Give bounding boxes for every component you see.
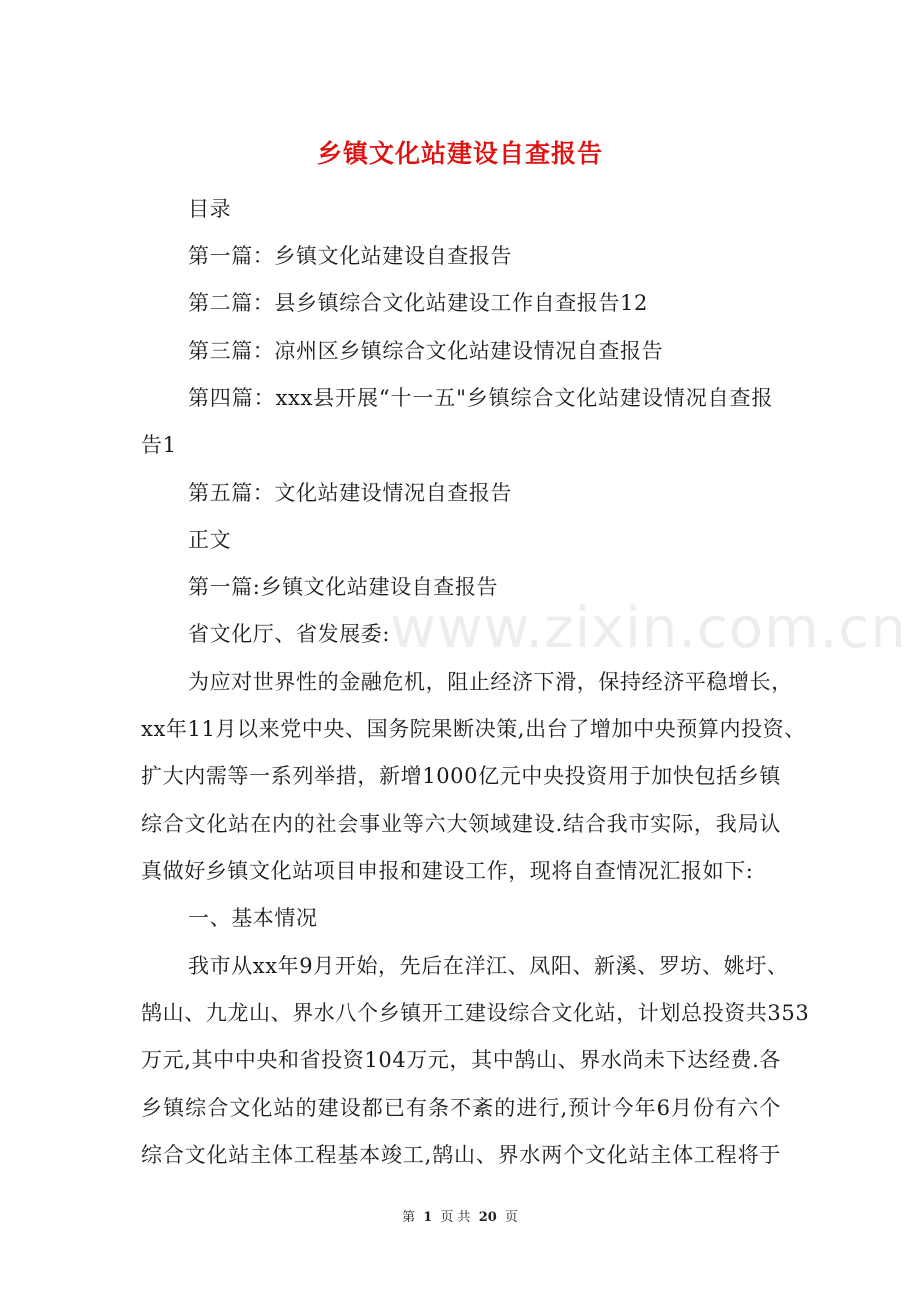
paragraph2-line-1: 我市从xx年9月开始，先后在洋江、凤阳、新溪、罗坊、姚圩、 xyxy=(188,954,789,978)
footer-total-pages: 20 xyxy=(478,1210,497,1225)
page-footer xyxy=(0,1206,920,1225)
toc-item-4: 第四篇：xxx县开展“十一五"乡镇综合文化站建设情况自查报 xyxy=(188,386,773,410)
paragraph1-line-1: 为应对世界性的金融危机，阻止经济下滑，保持经济平稳增长， xyxy=(188,670,793,694)
toc-item-5: 第五篇：文化站建设情况自查报告 xyxy=(188,481,512,505)
toc-item-2: 第二篇：县乡镇综合文化站建设工作自查报告12 xyxy=(188,291,648,315)
footer-suffix: 页 xyxy=(504,1210,518,1225)
paragraph1-line-4: 综合文化站在内的社会事业等六大领域建设.结合我市实际，我局认 xyxy=(141,812,781,836)
paragraph1-line-3: 扩大内需等一系列举措，新增1000亿元中央投资用于加快包括乡镇 xyxy=(141,764,781,788)
toc-item-1: 第一篇：乡镇文化站建设自查报告 xyxy=(188,244,512,268)
watermark: www.zixin.com.cn xyxy=(390,596,907,661)
salutation: 省文化厅、省发展委: xyxy=(188,622,391,646)
paragraph1-line-5: 真做好乡镇文化站项目申报和建设工作，现将自查情况汇报如下: xyxy=(141,859,754,883)
toc-item-4-continued: 告1 xyxy=(141,433,177,457)
paragraph2-line-5: 综合文化站主体工程基本竣工,鹄山、界水两个文化站主体工程将于 xyxy=(141,1143,781,1167)
toc-heading: 目录 xyxy=(188,197,232,221)
footer-prefix: 第 xyxy=(402,1210,416,1225)
paragraph2-line-3: 万元,其中中央和省投资104万元，其中鹄山、界水尚未下达经费.各 xyxy=(141,1048,781,1072)
footer-middle: 页 共 xyxy=(440,1210,471,1225)
paragraph2-line-2: 鹄山、九龙山、界水八个乡镇开工建设综合文化站，计划总投资共353 xyxy=(141,1001,810,1025)
chapter-title: 第一篇:乡镇文化站建设自查报告 xyxy=(188,575,499,599)
document-title: 乡镇文化站建设自查报告 xyxy=(316,139,603,168)
paragraph1-line-2: xx年11月以来党中央、国务院果断决策,出台了增加中央预算内投资、 xyxy=(141,717,806,741)
section1-heading: 一、基本情况 xyxy=(188,906,318,930)
paragraph2-line-4: 乡镇综合文化站的建设都已有条不紊的进行,预计今年6月份有六个 xyxy=(141,1096,781,1120)
body-heading: 正文 xyxy=(188,528,232,552)
toc-item-3: 第三篇：凉州区乡镇综合文化站建设情况自查报告 xyxy=(188,339,664,363)
footer-current-page: 1 xyxy=(423,1210,433,1225)
